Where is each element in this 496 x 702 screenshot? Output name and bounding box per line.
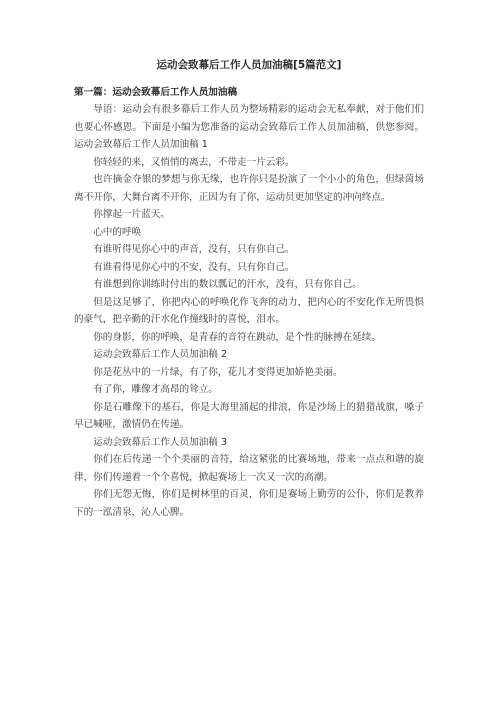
paragraph: 有了你，雕像才高昂的耸立。 xyxy=(93,384,218,395)
subheading-3: 运动会致幕后工作人员加油稿 3 xyxy=(93,436,228,448)
paragraph: 你是花丛中的一片绿，有了你，花儿才变得更加娇艳美丽。 xyxy=(93,366,343,378)
section-heading: 第一篇：运动会致幕后工作人员加油稿 xyxy=(74,87,238,98)
paragraph: 你的身影，你的呼唤，是青春的音符在跳动，是个性的脉搏在延续。 xyxy=(93,331,381,343)
paragraph: 心中的呼唤 xyxy=(93,226,142,238)
paragraph: 但是这足够了，你把内心的呼唤化作飞奔的动力，把内心的不安化作无所畏惧的豪气，把辛勤的汗水化作撞线时的喜悦，泪水。 xyxy=(74,296,424,325)
paragraph: 也许摘金夺银的梦想与你无缘，也许你只是扮演了一个小小的角色，但绿茵场离不开你，大舞台离不开你，正因为有了你，运动员更加坚定的冲向终点。 xyxy=(74,174,424,203)
paragraph-intro: 导语：运动会有很多幕后工作人员为整场精彩的运动会无私奉献，对于他们们也要心怀感恩。下面是小编为您准备的运动会致幕后工作人员加油稿，供您参阅。运动会致幕后工作人员加油稿 1 xyxy=(74,104,424,150)
paragraph: 你们在后传递一个个美丽的音符，给这紧张的比赛场地，带来一点点和谐的旋律，你们传递着一个个喜悦，掀起赛场上一次又一次的高潮。 xyxy=(74,454,424,483)
paragraph: 有谁想到你训练时付出的数以瓢记的汗水，没有，只有你自己。 xyxy=(93,279,362,290)
document-title: 运动会致幕后工作人员加油稿[5篇范文] xyxy=(156,59,342,71)
document-page xyxy=(74,58,424,521)
paragraph: 你们无怨无悔，你们是树林里的百灵，你们是赛场上勤劳的公仆，你们是教养下的一泓清泉，沁人心脾。 xyxy=(74,489,424,518)
paragraph: 你是石雕像下的基石，你是大海里涌起的排浪，你是沙场上的猎猎战旗，嗓子早已喊哑，激情仍在传递。 xyxy=(74,401,424,430)
subheading-2: 运动会致幕后工作人员加油稿 2 xyxy=(93,349,228,360)
paragraph: 你轻轻的来，又悄悄的离去，不带走一片云彩。 xyxy=(93,156,295,168)
paragraph: 你撑起一片蓝天。 xyxy=(93,209,170,220)
paragraph: 有谁听得见你心中的声音，没有，只有你自己。 xyxy=(93,244,295,255)
document-body xyxy=(74,101,424,521)
paragraph: 有谁看得见你心中的不安，没有，只有你自己。 xyxy=(93,261,295,273)
